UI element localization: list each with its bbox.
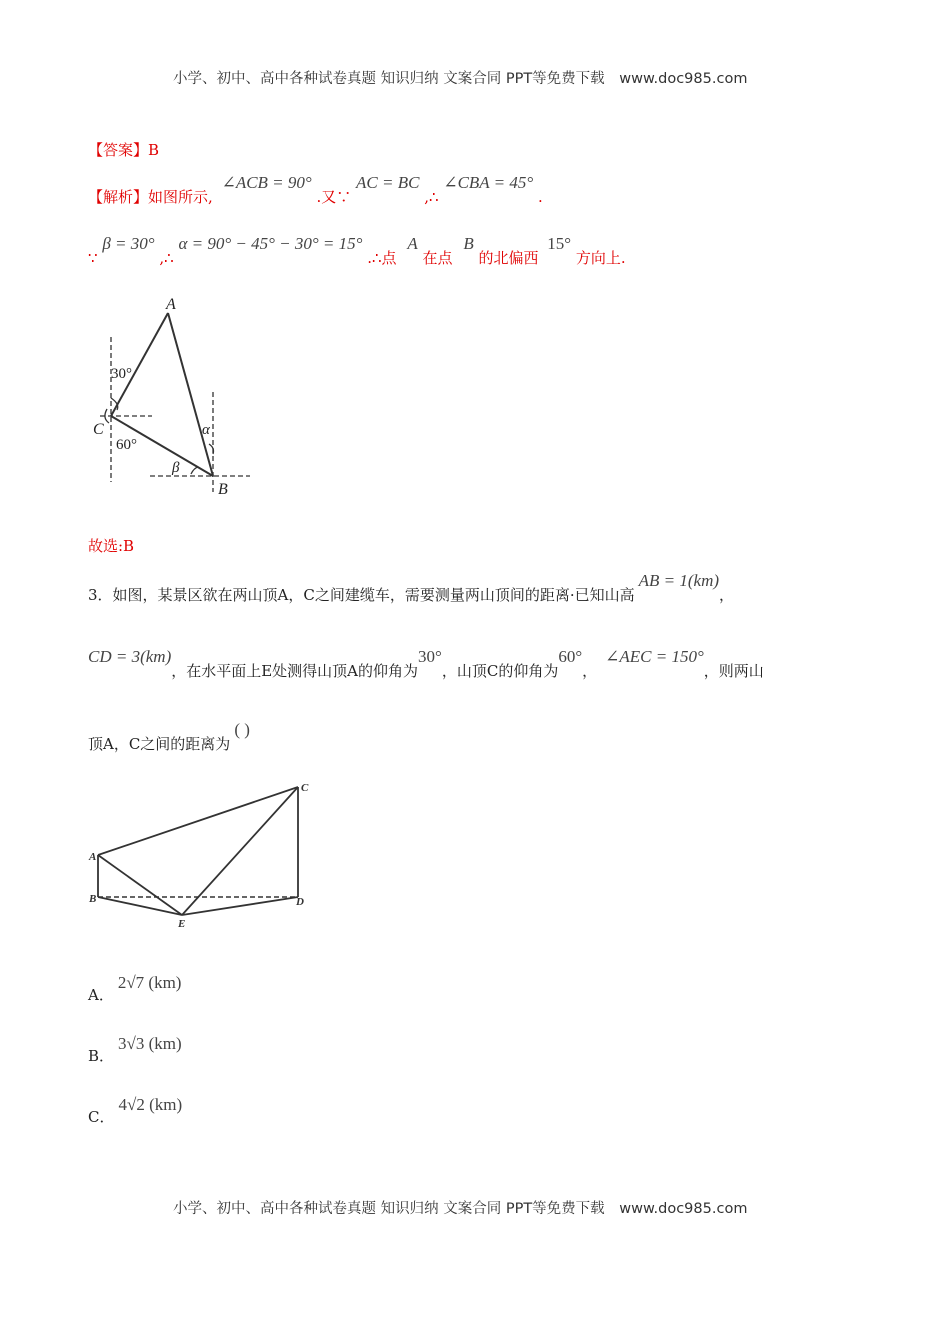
answer-tag: 【答案】 [88, 141, 149, 159]
answer-line [88, 139, 159, 160]
math-beta: β = 30° [102, 234, 155, 253]
analysis-text-3: ,∴ [424, 188, 439, 206]
analysis-text-2: .又∵ [316, 188, 352, 206]
segment-ab [168, 313, 213, 476]
arc-beta [191, 467, 198, 474]
q3-text-2c: ， [582, 662, 598, 680]
analysis-text-4: . [537, 188, 543, 206]
option-c-letter: C． [88, 1108, 115, 1126]
fig2-label-d: D [296, 896, 304, 908]
math-angle-cba: ∠CBA = 45° [443, 173, 534, 192]
fig1-label-a: A [166, 296, 176, 313]
option-b [88, 1033, 182, 1063]
fig1-label-60: 60° [116, 437, 137, 453]
figure-1-triangle [93, 292, 260, 507]
q3-math-cd: CD = 3(km) [88, 647, 172, 666]
analysis-intro: 如图所示, [148, 188, 213, 206]
fig1-label-b: B [218, 481, 228, 498]
analysis-text-8: 的北偏西 [478, 249, 539, 267]
math-alpha: α = 90° − 45° − 30° = 15° [178, 234, 363, 253]
option-a-letter: A． [88, 986, 114, 1004]
analysis-text-9: 方向上. [575, 249, 626, 267]
q3-text-1-end: ， [719, 586, 735, 604]
option-a [88, 972, 181, 1002]
choice-line: 故选:B [88, 537, 135, 555]
page-footer [173, 1197, 747, 1218]
segment-ac [111, 313, 168, 416]
math-point-b: B [463, 234, 474, 253]
option-b-letter: B． [88, 1047, 115, 1065]
header-text: 小学、初中、高中各种试卷真题 知识归纳 文案合同 PPT等免费下载 [173, 71, 605, 87]
q3-math-aec: ∠AEC = 150° [605, 647, 704, 666]
fig1-label-beta: β [172, 460, 180, 476]
q3-text-2d: ，则两山 [703, 662, 764, 680]
page-header [173, 67, 747, 88]
q3-text-2b: ，山顶C的仰角为 [441, 662, 559, 680]
analysis-line-2 [88, 233, 626, 273]
q3-math-60: 60° [558, 647, 583, 666]
math-15deg: 15° [547, 234, 572, 253]
fig1-label-alpha: α [202, 422, 210, 438]
question-line-2 [88, 646, 764, 686]
because-symbol: ∵ [88, 249, 98, 267]
arc-alpha [209, 444, 214, 454]
segment-de [182, 897, 298, 915]
option-c [88, 1094, 182, 1124]
footer-text: 小学、初中、高中各种试卷真题 知识归纳 文案合同 PPT等免费下载 [173, 1201, 605, 1217]
fig2-label-b: B [89, 893, 97, 905]
question-line-1 [88, 570, 734, 610]
fig2-label-a: A [89, 851, 97, 863]
analysis-line-1 [88, 172, 543, 212]
analysis-text-7: 在点 [422, 249, 453, 267]
fig2-label-e: E [178, 918, 186, 930]
q3-text-1: 3．如图，某景区欲在两山顶A，C之间建缆车，需要测量两山顶间的距离·已知山高 [88, 586, 635, 604]
math-point-a: A [407, 234, 418, 253]
q3-text-3: 顶A，C之间的距离为 [88, 735, 231, 753]
q3-text-2a: ，在水平面上E处测得山顶A的仰角为 [171, 662, 419, 680]
q3-paren: ( ) [234, 720, 250, 739]
analysis-text-6: .∴点 [367, 249, 397, 267]
q3-math-30: 30° [418, 647, 442, 666]
fig2-label-c: C [301, 782, 309, 794]
analysis-text-5: ,∴ [159, 249, 174, 267]
footer-url: www.doc985.com [619, 1201, 748, 1217]
analysis-tag: 【解析】 [88, 188, 149, 206]
option-a-value: 2√7 (km) [117, 973, 182, 992]
math-angle-acb: ∠ACB = 90° [221, 173, 312, 192]
question-line-3 [88, 719, 250, 759]
figure-2-mountains [86, 778, 318, 938]
math-ac-bc: AC = BC [356, 173, 420, 192]
header-url: www.doc985.com [619, 71, 748, 87]
answer-value: B [148, 141, 160, 159]
fig1-label-c: C [93, 421, 104, 438]
option-c-value: 4√2 (km) [118, 1095, 183, 1114]
q3-math-ab: AB = 1(km) [638, 571, 720, 590]
fig1-label-30: 30° [111, 366, 132, 382]
option-b-value: 3√3 (km) [118, 1034, 182, 1053]
